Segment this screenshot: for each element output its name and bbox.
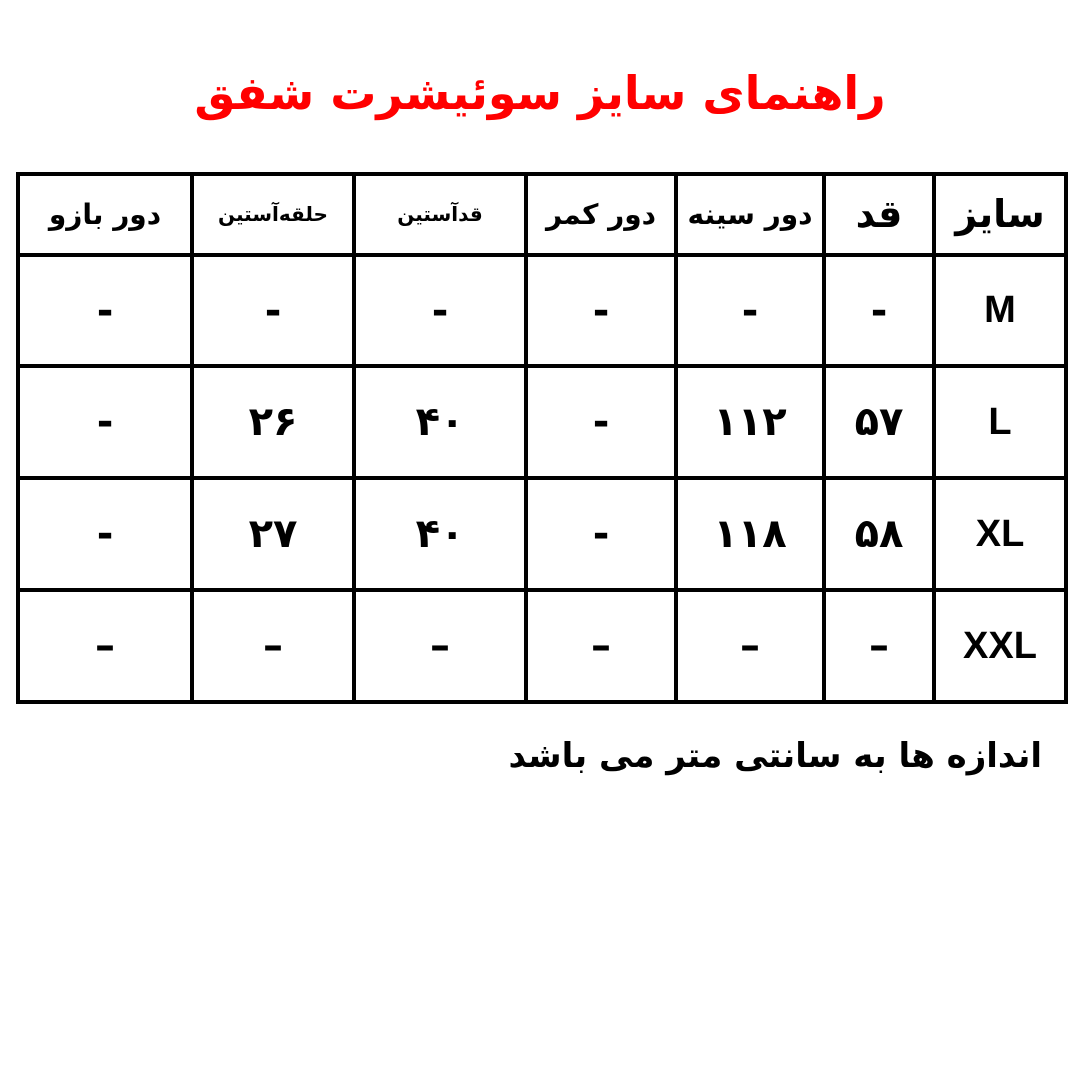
header-upper-arm: دور بازو bbox=[18, 174, 192, 255]
cell-length: ۵۸ bbox=[824, 478, 934, 590]
cell-waist: – bbox=[526, 590, 676, 702]
cell-armhole: – bbox=[192, 590, 354, 702]
header-waist: دور کمر bbox=[526, 174, 676, 255]
page-title: راهنمای سایز سوئیشرت شفق bbox=[194, 66, 886, 120]
cell-length: ۵۷ bbox=[824, 366, 934, 478]
cell-sleeve-length: ۴۰ bbox=[354, 478, 526, 590]
table-row bbox=[18, 478, 1066, 590]
cell-sleeve-length: - bbox=[354, 255, 526, 367]
cell-sleeve-length: ۴۰ bbox=[354, 366, 526, 478]
cell-length: - bbox=[824, 255, 934, 367]
header-size: سایز bbox=[934, 174, 1066, 255]
cell-armhole: ۲۶ bbox=[192, 366, 354, 478]
header-sleeve-length: قدآستین bbox=[354, 174, 526, 255]
cell-armhole: ۲۷ bbox=[192, 478, 354, 590]
cell-chest: - bbox=[676, 255, 824, 367]
cell-size: XL bbox=[934, 478, 1066, 590]
cell-size: M bbox=[934, 255, 1066, 367]
table-header-row bbox=[18, 174, 1066, 255]
cell-chest: – bbox=[676, 590, 824, 702]
cell-size: XXL bbox=[934, 590, 1066, 702]
size-chart-table bbox=[16, 172, 1068, 704]
cell-upper-arm: – bbox=[18, 590, 192, 702]
cell-sleeve-length: – bbox=[354, 590, 526, 702]
cell-size: L bbox=[934, 366, 1066, 478]
header-armhole: حلقه‌آستین bbox=[192, 174, 354, 255]
cell-upper-arm: - bbox=[18, 478, 192, 590]
header-length: قد bbox=[824, 174, 934, 255]
cell-waist: - bbox=[526, 366, 676, 478]
table-row bbox=[18, 255, 1066, 367]
table-row bbox=[18, 590, 1066, 702]
table-row bbox=[18, 366, 1066, 478]
cell-chest: ۱۱۸ bbox=[676, 478, 824, 590]
cell-length: – bbox=[824, 590, 934, 702]
cell-upper-arm: - bbox=[18, 255, 192, 367]
cell-waist: - bbox=[526, 255, 676, 367]
units-note: اندازه ها به سانتی متر می باشد bbox=[508, 736, 1042, 776]
cell-upper-arm: - bbox=[18, 366, 192, 478]
cell-armhole: - bbox=[192, 255, 354, 367]
cell-waist: - bbox=[526, 478, 676, 590]
header-chest: دور سینه bbox=[676, 174, 824, 255]
cell-chest: ۱۱۲ bbox=[676, 366, 824, 478]
